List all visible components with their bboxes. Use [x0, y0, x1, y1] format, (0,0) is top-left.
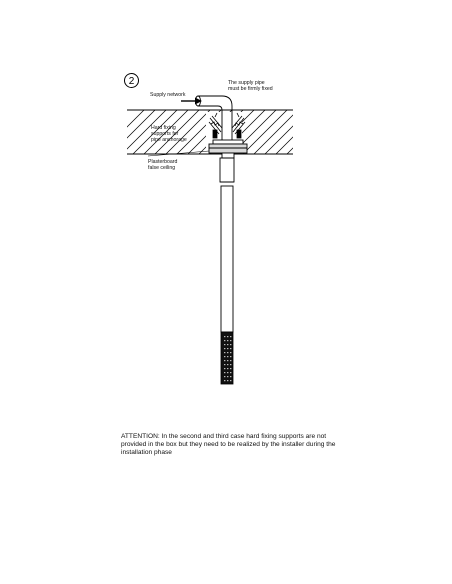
- supply-network-arrow: [181, 98, 202, 105]
- hard-fixing-supports-label: Hard fixing supports for pipe anchorage: [151, 125, 187, 143]
- hanging-rod: [220, 158, 234, 332]
- plasterboard-ceiling-label: Plasterboard false ceiling: [148, 159, 178, 171]
- supply-network-label: Supply network: [150, 92, 186, 98]
- step-number-badge: 2: [124, 73, 139, 88]
- attention-note: ATTENTION: In the second and third case hard fixing supports are not provided in the box but they need to be realized by the installer during the installation phase: [121, 433, 336, 457]
- perforated-shower-tube: [221, 332, 233, 384]
- supply-pipe-fixed-label: The supply pipe must be firmly fixed: [228, 80, 273, 92]
- ceiling-plate: [209, 140, 247, 158]
